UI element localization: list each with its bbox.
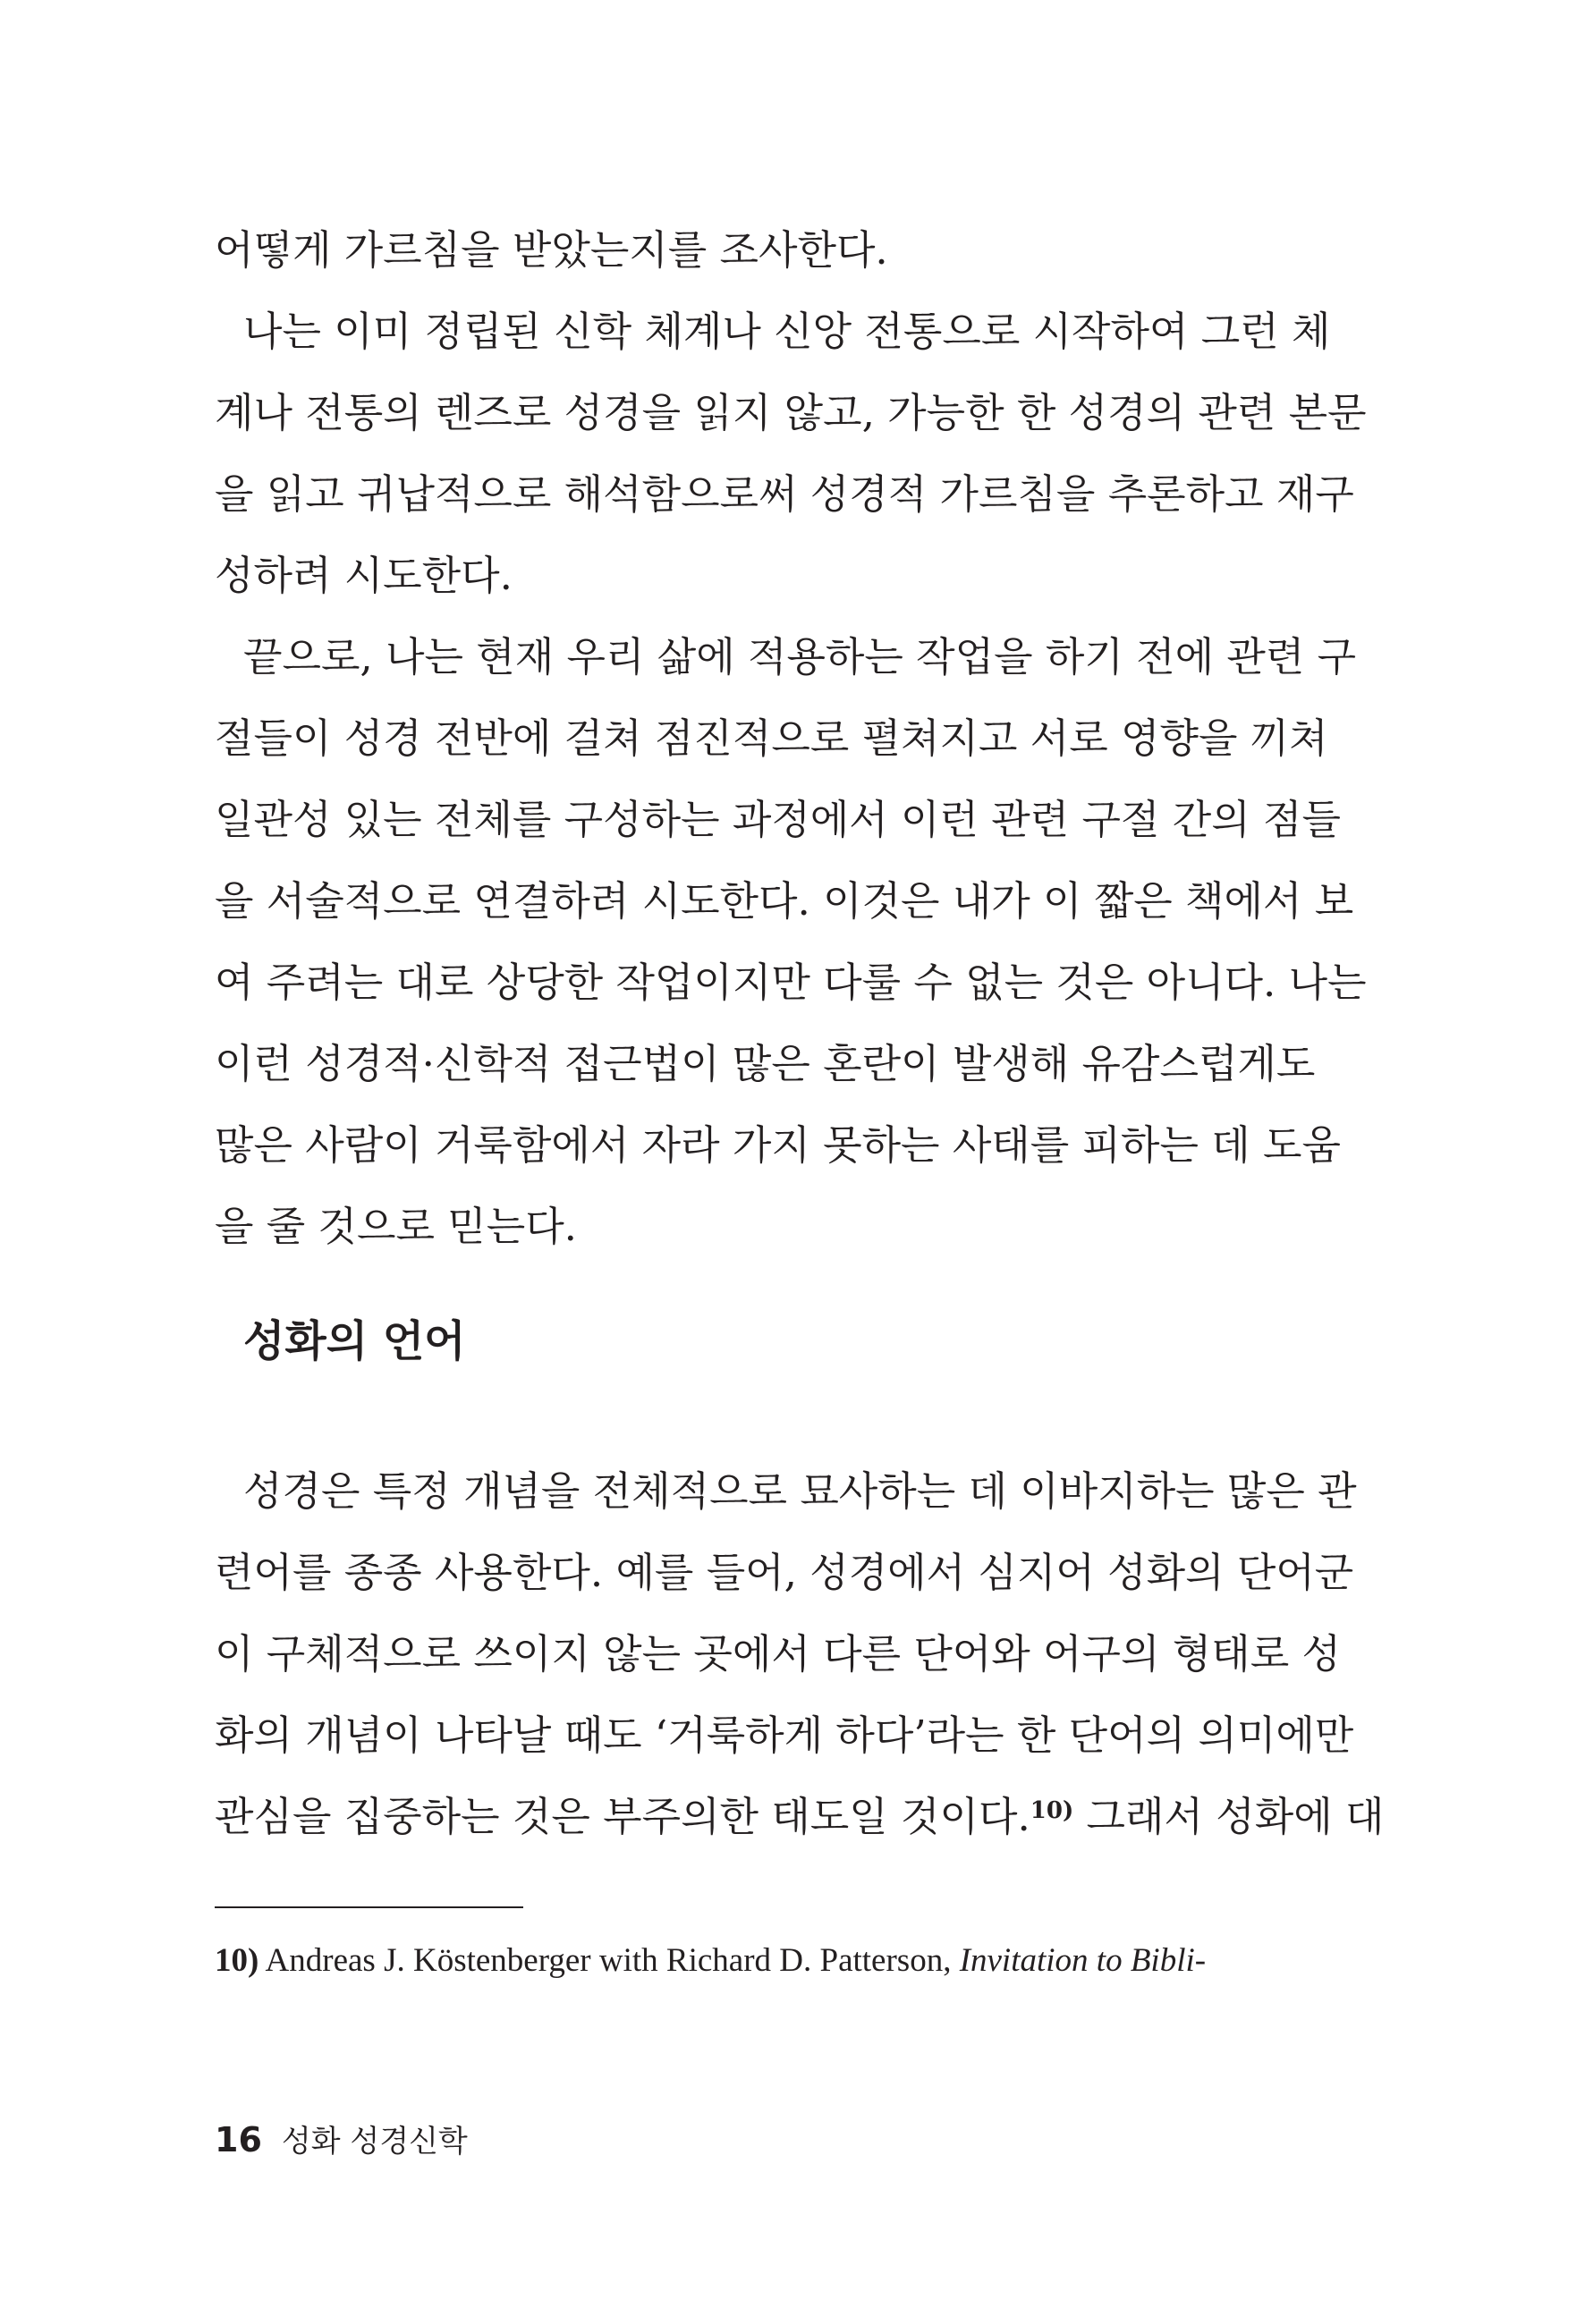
body-line: 많은 사람이 거룩함에서 자라 가지 못하는 사태를 피하는 데 도움 xyxy=(215,1121,1341,1169)
section-line-text: 관심을 집중하는 것은 부주의한 태도일 것이다. xyxy=(215,1793,1030,1840)
body-line: 을 서술적으로 연결하려 시도한다. 이것은 내가 이 짧은 책에서 보 xyxy=(215,877,1354,925)
section-line: 성경은 특정 개념을 전체적으로 묘사하는 데 이바지하는 많은 관 xyxy=(243,1467,1357,1515)
body-line: 끝으로, 나는 현재 우리 삶에 적용하는 작업을 하기 전에 관련 구 xyxy=(243,633,1357,680)
body-line: 절들이 성경 전반에 걸쳐 점진적으로 펼쳐지고 서로 영향을 끼쳐 xyxy=(215,714,1328,762)
section-line: 화의 개념이 나타날 때도 ‘거룩하게 하다’라는 한 단어의 의미에만 xyxy=(215,1711,1354,1759)
section-heading: 성화의 언어 xyxy=(243,1316,466,1366)
body-line: 어떻게 가르침을 받았는지를 조사한다. xyxy=(215,226,888,274)
section-line: 이 구체적으로 쓰이지 않는 곳에서 다른 단어와 어구의 형태로 성 xyxy=(215,1630,1341,1678)
section-line xyxy=(215,1777,1385,1857)
body-line: 을 줄 것으로 믿는다. xyxy=(215,1203,577,1250)
body-line: 나는 이미 정립된 신학 체계나 신앙 전통으로 시작하여 그런 체 xyxy=(243,308,1331,355)
footnote-number: 10) xyxy=(215,1942,259,1979)
section-line: 련어를 종종 사용한다. 예를 들어, 성경에서 심지어 성화의 단어군 xyxy=(215,1549,1354,1596)
body-line: 일관성 있는 전체를 구성하는 과정에서 이런 관련 구절 간의 점들 xyxy=(215,796,1341,843)
footnote-reference[interactable]: 10) xyxy=(1030,1797,1074,1824)
footnote-book-title: Invitation to Bibli- xyxy=(959,1942,1207,1979)
running-title: 성화 성경신학 xyxy=(281,2124,468,2159)
footnote-text: Andreas J. Köstenberger with Richard D. Patterson, xyxy=(259,1942,960,1979)
footnote-divider xyxy=(215,1906,523,1908)
footnote xyxy=(215,1939,1257,1983)
page-footer xyxy=(215,2113,468,2167)
page-number: 16 xyxy=(215,2120,262,2159)
section-line-text: 그래서 성화에 대 xyxy=(1073,1793,1385,1840)
body-line: 이런 성경적·신학적 접근법이 많은 혼란이 발생해 유감스럽게도 xyxy=(215,1040,1316,1087)
body-line: 계나 전통의 렌즈로 성경을 읽지 않고, 가능한 한 성경의 관련 본문 xyxy=(215,389,1367,436)
body-line: 성하려 시도한다. xyxy=(215,552,513,599)
body-line: 여 주려는 대로 상당한 작업이지만 다룰 수 없는 것은 아니다. 나는 xyxy=(215,959,1367,1006)
body-line: 을 읽고 귀납적으로 해석함으로써 성경적 가르침을 추론하고 재구 xyxy=(215,470,1354,518)
